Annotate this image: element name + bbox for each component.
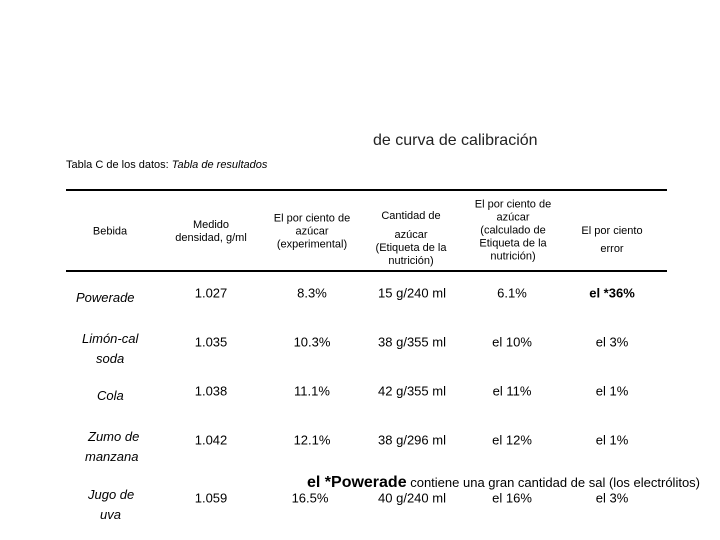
bebida-line: Cola	[97, 388, 124, 403]
cell-cantidad: 40 g/240 ml	[378, 490, 446, 506]
table-caption	[66, 159, 267, 171]
header-line: Cantidad de	[381, 210, 441, 222]
header-line: azúcar	[496, 211, 530, 224]
cell-densidad: 1.059	[194, 490, 228, 506]
bebida-line: manzana	[85, 449, 139, 464]
cell-azucar-experimental: 12.1%	[293, 432, 331, 448]
header-bebida	[93, 226, 127, 239]
row-bebida	[97, 386, 124, 406]
header-densidad	[175, 219, 247, 245]
bebida-line: Jugo de	[88, 487, 135, 502]
cell-cantidad: 38 g/355 ml	[378, 334, 446, 350]
cell-error: el 1%	[595, 383, 629, 399]
cell-azucar-calculado: el 11%	[492, 383, 532, 399]
footnote-strong: el *Powerade	[307, 474, 407, 491]
header-line: (Etiqueta de la	[375, 242, 447, 254]
header-azucar-experimental	[274, 213, 350, 252]
bebida-line: uva	[100, 507, 121, 522]
header-line: azúcar	[295, 225, 329, 238]
cell-azucar-calculado: el 10%	[492, 334, 532, 350]
footnote-rest: contiene una gran cantidad de sal (los electrólitos)	[406, 475, 701, 490]
header-line: Bebida	[92, 225, 128, 238]
header-cantidad-azucar	[376, 210, 447, 268]
row-bebida	[82, 329, 138, 369]
cell-error: el 3%	[595, 334, 629, 350]
header-line: (experimental)	[276, 238, 348, 251]
table-top-border	[66, 189, 667, 191]
footnote	[307, 474, 700, 492]
cell-densidad: 1.035	[194, 334, 228, 350]
header-azucar-calculado	[475, 199, 551, 264]
row-bebida	[85, 427, 139, 467]
header-line: Etiqueta de la	[479, 237, 547, 250]
header-line: El por ciento de	[474, 198, 552, 211]
table-header-divider	[66, 270, 667, 272]
header-line: El por ciento de	[273, 212, 351, 225]
bebida-line: Zumo de	[88, 429, 140, 444]
cell-error: el 1%	[595, 432, 629, 448]
cell-azucar-experimental: 11.1%	[294, 383, 330, 399]
header-line: nutrición)	[490, 250, 536, 263]
row-bebida	[76, 288, 135, 308]
subtitle: de curva de calibración	[373, 132, 538, 149]
bebida-line: soda	[96, 351, 125, 366]
cell-azucar-experimental: 10.3%	[293, 334, 331, 350]
cell-error: el *36%	[589, 285, 635, 301]
header-error	[581, 222, 642, 258]
header-line: azúcar	[394, 229, 428, 241]
cell-azucar-experimental: 8.3%	[297, 285, 327, 301]
bebida-line: Limón-cal	[82, 331, 139, 346]
cell-azucar-calculado: 6.1%	[497, 285, 527, 301]
cell-densidad: 1.042	[194, 432, 228, 448]
row-bebida	[88, 485, 134, 525]
header-line: error	[600, 243, 624, 255]
header-line: El por ciento	[581, 225, 643, 237]
header-line: (calculado de	[480, 224, 546, 237]
header-line: Medido	[192, 219, 230, 231]
cell-azucar-calculado: el 16%	[492, 490, 532, 506]
cell-cantidad: 15 g/240 ml	[378, 285, 446, 301]
cell-densidad: 1.038	[194, 383, 228, 399]
cell-densidad: 1.027	[194, 285, 228, 301]
header-line: nutrición)	[388, 255, 434, 267]
bebida-line: Powerade	[76, 290, 135, 305]
header-line: densidad, g/ml	[175, 232, 247, 244]
cell-cantidad: 38 g/296 ml	[378, 432, 446, 448]
cell-cantidad: 42 g/355 ml	[378, 383, 446, 399]
cell-azucar-calculado: el 12%	[492, 432, 532, 448]
caption-prefix: Tabla C de los datos:	[66, 159, 172, 171]
cell-error: el 3%	[595, 490, 629, 506]
caption-italic: Tabla de resultados	[171, 159, 268, 171]
cell-azucar-experimental: 16.5%	[291, 490, 329, 506]
